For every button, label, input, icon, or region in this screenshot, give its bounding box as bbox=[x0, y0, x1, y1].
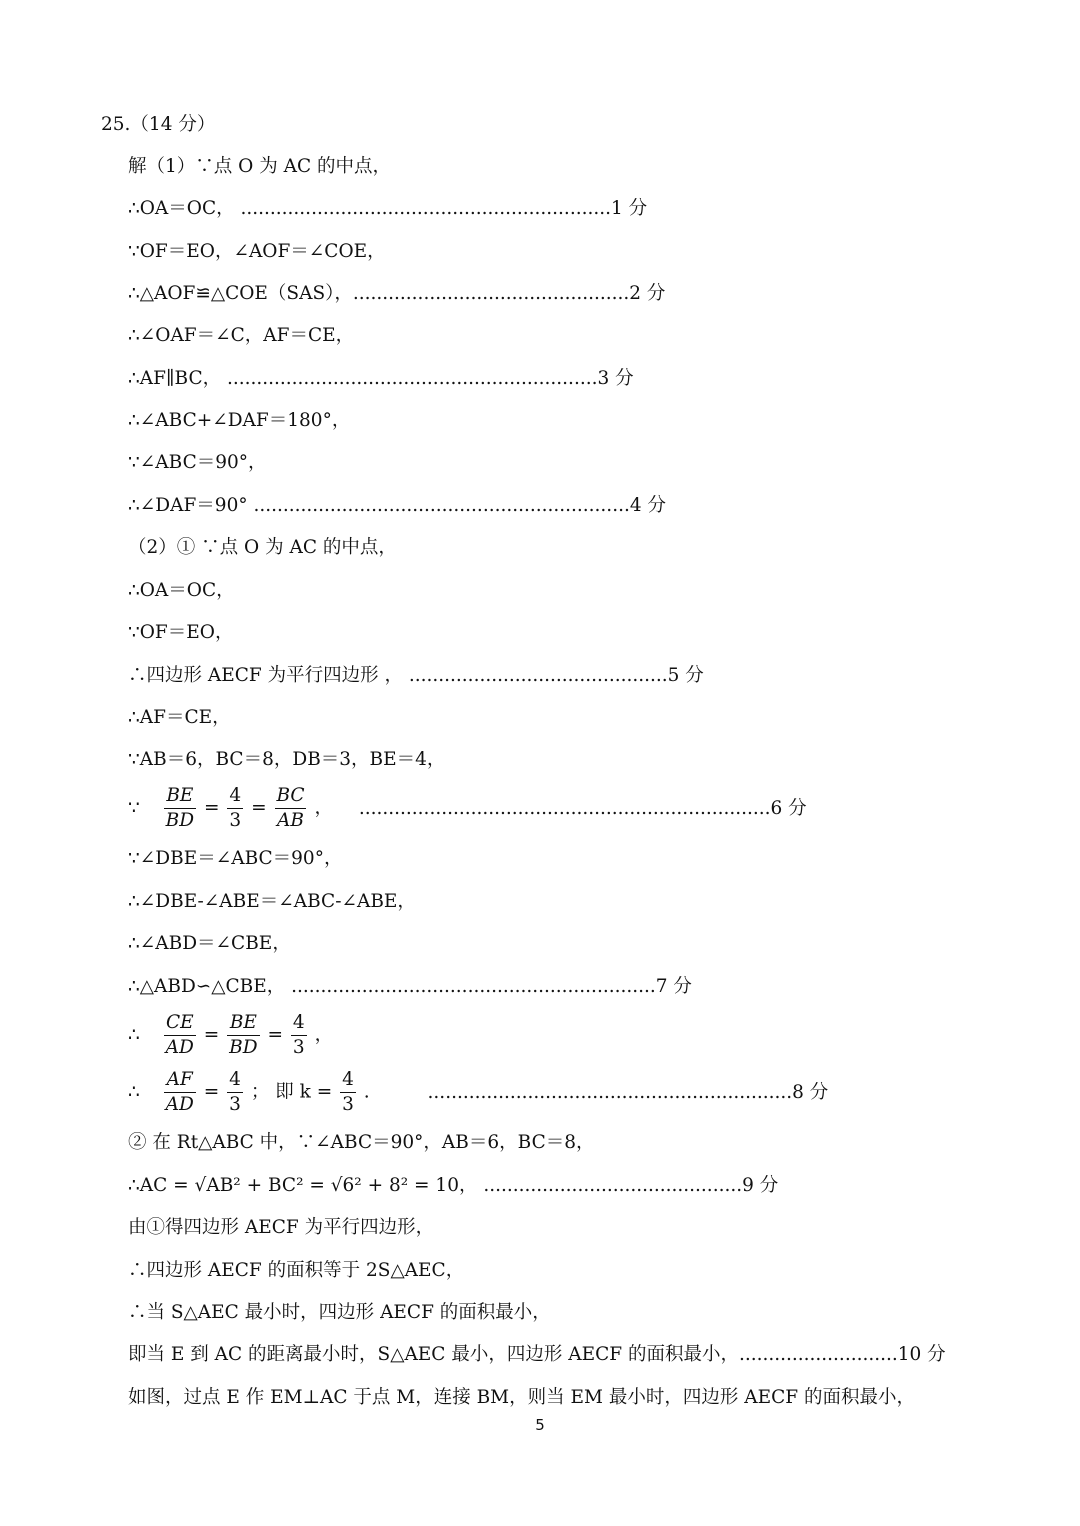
denominator: BD bbox=[229, 1037, 258, 1058]
text-line: ∴AF∥BC， ...............................................................3 分 bbox=[128, 368, 634, 389]
text-line: ∴当 S△AEC 最小时，四边形 AECF 的面积最小， bbox=[128, 1302, 551, 1323]
text-line: ∵∠ABC＝90°， bbox=[128, 452, 267, 473]
numerator: 4 bbox=[229, 785, 242, 806]
fraction bbox=[164, 1068, 196, 1117]
denominator: 3 bbox=[342, 1094, 354, 1115]
fraction-suffix: . bbox=[363, 1081, 370, 1103]
equals-sign: = bbox=[203, 1024, 220, 1046]
text-line: ∵OF＝EO，∠AOF＝∠COE， bbox=[128, 241, 386, 262]
text-line: ∴∠DAF＝90° ................................................................4 分 bbox=[128, 495, 666, 516]
fraction-line bbox=[128, 784, 807, 833]
numerator: 4 bbox=[292, 1012, 305, 1033]
denominator: AD bbox=[165, 1037, 194, 1058]
fraction bbox=[340, 1068, 356, 1117]
text-line: ∴∠ABC+∠DAF＝180°， bbox=[128, 410, 351, 431]
fraction bbox=[227, 784, 243, 833]
fraction-suffix: ， bbox=[314, 1024, 334, 1046]
page-number: 5 bbox=[535, 1416, 545, 1434]
text-line: ∴OA＝OC， ...............................................................1 分 bbox=[128, 198, 648, 219]
fraction-prefix: ∴ bbox=[128, 1024, 140, 1046]
fraction-prefix: ∴ bbox=[128, 1081, 140, 1103]
fraction-mid-text: ； 即 k = bbox=[250, 1081, 333, 1103]
numerator: BE bbox=[166, 785, 194, 806]
fraction bbox=[164, 1011, 196, 1060]
fraction bbox=[164, 784, 196, 833]
text-line: ∵∠DBE＝∠ABC＝90°， bbox=[128, 848, 343, 869]
denominator: AB bbox=[277, 810, 305, 831]
text-line: 即当 E 到 AC 的距离最小时，S△AEC 最小，四边形 AECF 的面积最小，...........................10 分 bbox=[128, 1344, 946, 1365]
text-line: ∴∠DBE-∠ABE＝∠ABC-∠ABE， bbox=[128, 891, 416, 912]
fraction bbox=[227, 1011, 259, 1060]
text-line: ∴四边形 AECF 的面积等于 2S△AEC， bbox=[128, 1260, 465, 1281]
denominator: 3 bbox=[229, 1094, 241, 1115]
problem-header: 25.（14 分） bbox=[101, 114, 216, 135]
numerator: 4 bbox=[229, 1069, 241, 1090]
numerator: BC bbox=[276, 785, 305, 806]
text-line: ∴△AOF≌△COE（SAS），...............................................2 分 bbox=[128, 283, 666, 304]
text-line: 解（1）∵点 O 为 AC 的中点， bbox=[128, 156, 391, 177]
text-line: 由①得四边形 AECF 为平行四边形， bbox=[128, 1217, 435, 1238]
fraction-line bbox=[128, 1068, 828, 1117]
equals-sign: = bbox=[204, 797, 220, 819]
equals-sign: = bbox=[203, 1081, 220, 1103]
numerator: AF bbox=[166, 1069, 193, 1090]
numerator: 4 bbox=[342, 1069, 354, 1090]
denominator: 3 bbox=[292, 1037, 305, 1058]
fraction-prefix: ∵ bbox=[128, 797, 140, 819]
text-line: ∴AC = √AB² + BC² = √6² + 8² = 10， ............................................9 分 bbox=[128, 1175, 779, 1196]
text-line: （2）① ∵点 O 为 AC 的中点， bbox=[128, 537, 397, 558]
text-line: ∴∠OAF＝∠C，AF＝CE， bbox=[128, 325, 355, 346]
text-line: 如图，过点 E 作 EM⊥AC 于点 M，连接 BM，则当 EM 最小时，四边形 AECF 的面积最小， bbox=[128, 1387, 915, 1408]
fraction bbox=[274, 784, 306, 833]
numerator: CE bbox=[165, 1012, 194, 1033]
fraction-suffix: ， bbox=[314, 797, 333, 819]
fraction bbox=[291, 1011, 307, 1060]
text-line: ∴∠ABD＝∠CBE， bbox=[128, 933, 291, 954]
equals-sign: = bbox=[267, 1024, 284, 1046]
denominator: AD bbox=[165, 1094, 194, 1115]
text-line: ∵OF＝EO， bbox=[128, 622, 234, 643]
denominator: 3 bbox=[229, 810, 242, 831]
numerator: BE bbox=[229, 1012, 257, 1033]
text-line: ∵AB＝6，BC＝8，DB＝3，BE＝4， bbox=[128, 749, 446, 770]
fraction bbox=[227, 1068, 243, 1117]
text-line: ② 在 Rt△ABC 中，∵∠ABC＝90°，AB＝6，BC＝8， bbox=[128, 1132, 595, 1153]
score-marker: ..............................................................8 分 bbox=[427, 1081, 829, 1103]
score-marker: ......................................................................6 分 bbox=[358, 797, 807, 819]
text-line: ∴△ABD∽△CBE， ..............................................................7 分 bbox=[128, 976, 692, 997]
fraction-line bbox=[128, 1011, 333, 1060]
text-line: ∴OA＝OC， bbox=[128, 580, 235, 601]
text-line: ∴四边形 AECF 为平行四边形 ， ............................................5 分 bbox=[128, 665, 704, 686]
denominator: BD bbox=[165, 810, 195, 831]
equals-sign: = bbox=[251, 797, 267, 819]
text-line: ∴AF＝CE， bbox=[128, 707, 231, 728]
